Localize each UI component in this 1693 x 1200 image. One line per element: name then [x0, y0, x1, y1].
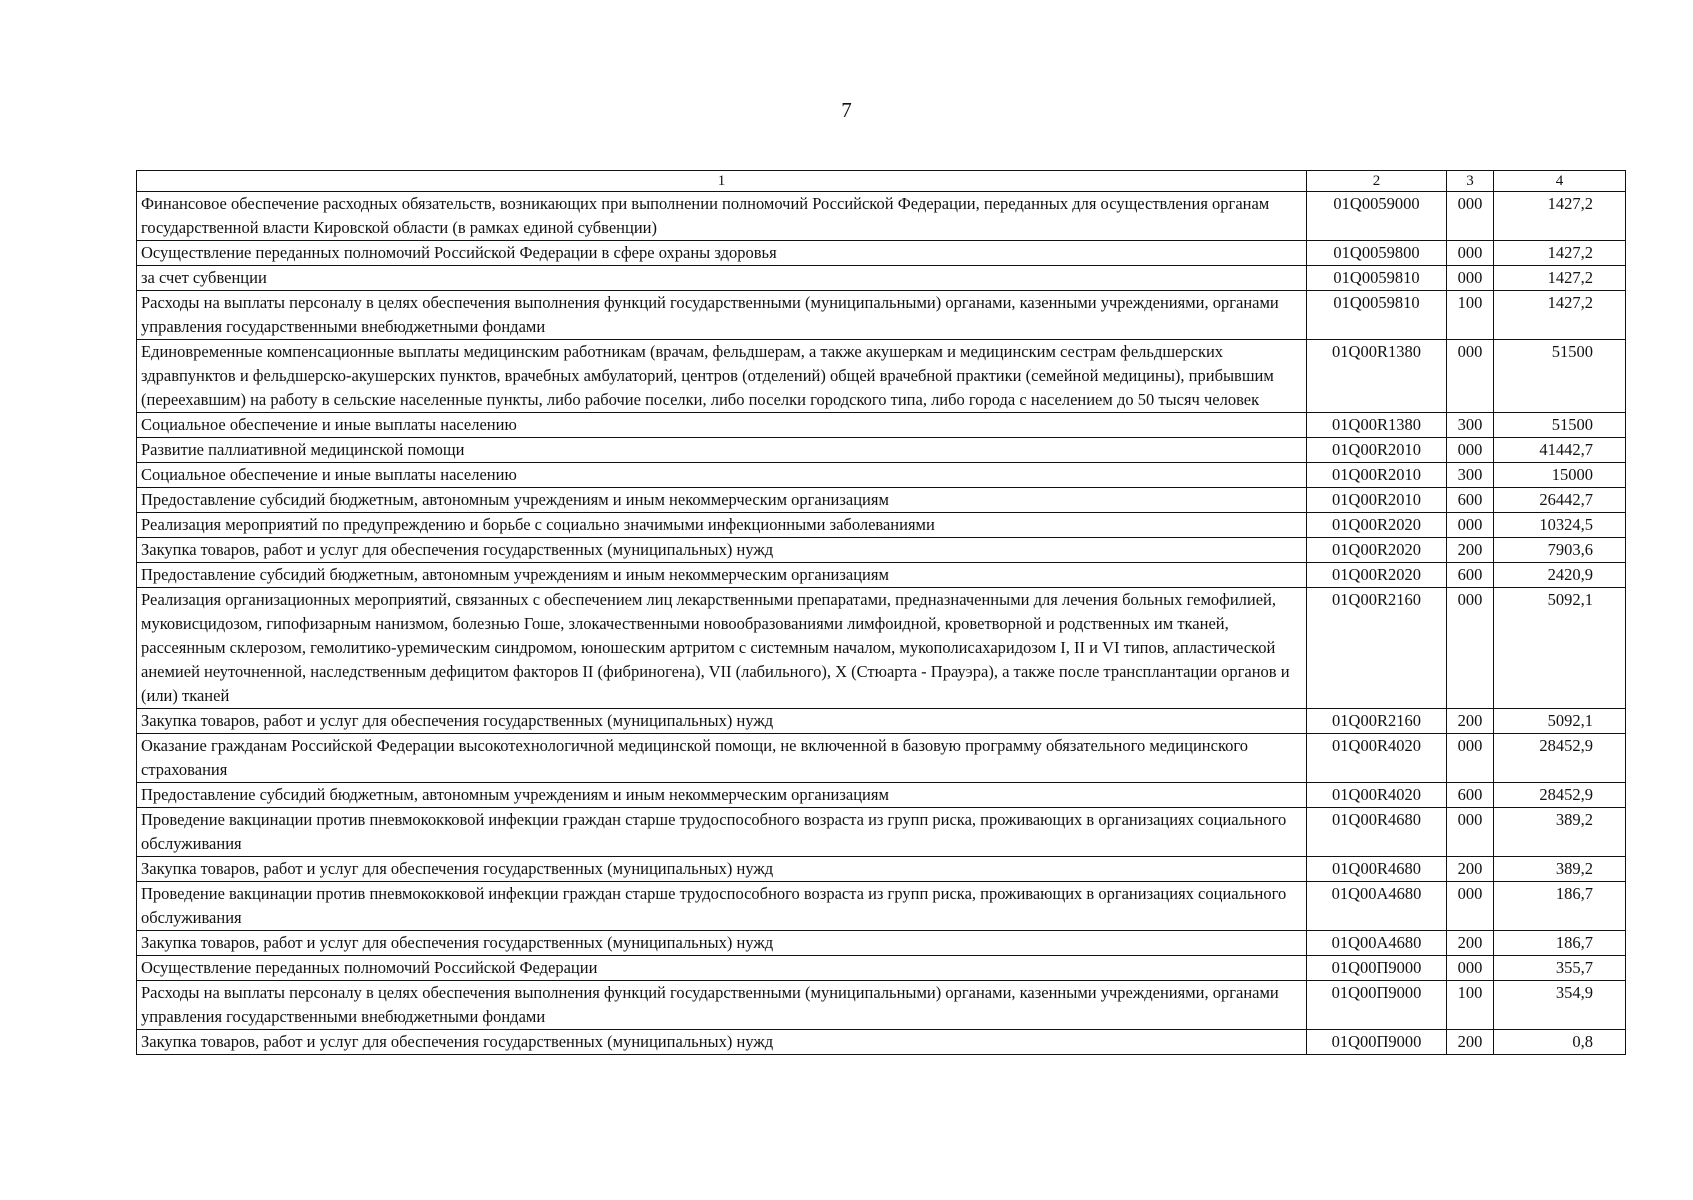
table-row — [137, 241, 1626, 266]
row-name-cell: Расходы на выплаты персоналу в целях обеспечения выполнения функций государственными (муниципальными) органами, казенными учреждениями, органами управления государственными внебюджетными фондами — [137, 291, 1307, 340]
budget-table — [136, 170, 1626, 1055]
table-row — [137, 563, 1626, 588]
table-row — [137, 413, 1626, 438]
row-code-cell: 01Q00R2020 — [1307, 513, 1447, 538]
row-type-cell: 200 — [1447, 857, 1494, 882]
row-type-cell: 100 — [1447, 291, 1494, 340]
row-amount-cell: 5092,1 — [1494, 588, 1626, 709]
row-name-cell: Расходы на выплаты персоналу в целях обеспечения выполнения функций государственными (муниципальными) органами, казенными учреждениями, органами управления государственными внебюджетными фондами — [137, 981, 1307, 1030]
row-amount-cell: 354,9 — [1494, 981, 1626, 1030]
row-type-cell: 000 — [1447, 513, 1494, 538]
row-name-cell: Предоставление субсидий бюджетным, автономным учреждениям и иным некоммерческим организациям — [137, 783, 1307, 808]
table-row — [137, 266, 1626, 291]
row-code-cell: 01Q00R4680 — [1307, 808, 1447, 857]
row-name-cell: Проведение вакцинации против пневмококковой инфекции граждан старше трудоспособного возраста из групп риска, проживающих в организациях социального обслуживания — [137, 808, 1307, 857]
table-row — [137, 1030, 1626, 1055]
row-type-cell: 000 — [1447, 340, 1494, 413]
row-code-cell: 01Q00R1380 — [1307, 340, 1447, 413]
row-amount-cell: 28452,9 — [1494, 783, 1626, 808]
row-type-cell: 000 — [1447, 266, 1494, 291]
row-amount-cell: 51500 — [1494, 340, 1626, 413]
row-amount-cell: 1427,2 — [1494, 192, 1626, 241]
page-number: 7 — [841, 98, 852, 122]
column-header-4: 4 — [1494, 171, 1626, 192]
row-amount-cell: 1427,2 — [1494, 291, 1626, 340]
table-row — [137, 588, 1626, 709]
row-name-cell: Закупка товаров, работ и услуг для обеспечения государственных (муниципальных) нужд — [137, 709, 1307, 734]
table-row — [137, 340, 1626, 413]
column-header-3: 3 — [1447, 171, 1494, 192]
row-amount-cell: 5092,1 — [1494, 709, 1626, 734]
row-type-cell: 000 — [1447, 808, 1494, 857]
table-row — [137, 538, 1626, 563]
row-name-cell: Предоставление субсидий бюджетным, автономным учреждениям и иным некоммерческим организациям — [137, 563, 1307, 588]
row-name-cell: Проведение вакцинации против пневмококковой инфекции граждан старше трудоспособного возраста из групп риска, проживающих в организациях социального обслуживания — [137, 882, 1307, 931]
row-name-cell: Реализация организационных мероприятий, связанных с обеспечением лиц лекарственными препаратами, предназначенными для лечения больных гемофилией, муковисцидозом, гипофизарным нанизмом, болезнью Гоше, злокачественными новообразованиями лимфоидной, кроветворной и родственных им тканей, рассеянным склерозом, гемолитико-уремическим синдромом, юношеским артритом с системным началом, мукополисахаридозом I, II и VI типов, апластической анемией неуточненной, наследственным дефицитом факторов II (фибриногена), VII (лабильного), X (Стюарта - Прауэра), а также после трансплантации органов и (или) тканей — [137, 588, 1307, 709]
table-row — [137, 956, 1626, 981]
row-type-cell: 200 — [1447, 1030, 1494, 1055]
row-type-cell: 300 — [1447, 413, 1494, 438]
row-name-cell: Единовременные компенсационные выплаты медицинским работникам (врачам, фельдшерам, а также акушеркам и медицинским сестрам фельдшерских здравпунктов и фельдшерско-акушерских пунктов, врачебных амбулаторий, центров (отделений) общей врачебной практики (семейной медицины), прибывшим (переехавшим) на работу в сельские населенные пункты, либо рабочие поселки, либо поселки городского типа, либо города с населением до 50 тысяч человек — [137, 340, 1307, 413]
table-row — [137, 438, 1626, 463]
row-type-cell: 000 — [1447, 588, 1494, 709]
row-code-cell: 01Q00R4020 — [1307, 783, 1447, 808]
row-type-cell: 200 — [1447, 709, 1494, 734]
row-code-cell: 01Q00R1380 — [1307, 413, 1447, 438]
row-type-cell: 000 — [1447, 192, 1494, 241]
row-amount-cell: 28452,9 — [1494, 734, 1626, 783]
row-type-cell: 600 — [1447, 783, 1494, 808]
row-type-cell: 000 — [1447, 956, 1494, 981]
row-code-cell: 01Q0059810 — [1307, 266, 1447, 291]
table-row — [137, 192, 1626, 241]
table-row — [137, 783, 1626, 808]
row-code-cell: 01Q0059810 — [1307, 291, 1447, 340]
row-name-cell: Социальное обеспечение и иные выплаты населению — [137, 413, 1307, 438]
row-name-cell: Осуществление переданных полномочий Российской Федерации в сфере охраны здоровья — [137, 241, 1307, 266]
row-amount-cell: 15000 — [1494, 463, 1626, 488]
row-amount-cell: 186,7 — [1494, 882, 1626, 931]
row-code-cell: 01Q00R2020 — [1307, 563, 1447, 588]
row-type-cell: 000 — [1447, 438, 1494, 463]
row-code-cell: 01Q00П9000 — [1307, 956, 1447, 981]
row-code-cell: 01Q00R2010 — [1307, 438, 1447, 463]
row-name-cell: Предоставление субсидий бюджетным, автономным учреждениям и иным некоммерческим организациям — [137, 488, 1307, 513]
table-row — [137, 882, 1626, 931]
row-name-cell: за счет субвенции — [137, 266, 1307, 291]
table-row — [137, 808, 1626, 857]
row-amount-cell: 186,7 — [1494, 931, 1626, 956]
table-row — [137, 981, 1626, 1030]
row-code-cell: 01Q00R4680 — [1307, 857, 1447, 882]
row-code-cell: 01Q00R2160 — [1307, 709, 1447, 734]
row-amount-cell: 10324,5 — [1494, 513, 1626, 538]
row-code-cell: 01Q00П9000 — [1307, 1030, 1447, 1055]
row-code-cell: 01Q0059000 — [1307, 192, 1447, 241]
row-name-cell: Оказание гражданам Российской Федерации высокотехнологичной медицинской помощи, не включенной в базовую программу обязательного медицинского страхования — [137, 734, 1307, 783]
row-name-cell: Финансовое обеспечение расходных обязательств, возникающих при выполнении полномочий Российской Федерации, переданных для осуществления органам государственной власти Кировской области (в рамках единой субвенции) — [137, 192, 1307, 241]
table-row — [137, 734, 1626, 783]
row-amount-cell: 389,2 — [1494, 857, 1626, 882]
row-amount-cell: 26442,7 — [1494, 488, 1626, 513]
table-row — [137, 931, 1626, 956]
row-amount-cell: 2420,9 — [1494, 563, 1626, 588]
row-amount-cell: 7903,6 — [1494, 538, 1626, 563]
row-amount-cell: 389,2 — [1494, 808, 1626, 857]
row-code-cell: 01Q00П9000 — [1307, 981, 1447, 1030]
row-code-cell: 01Q0059800 — [1307, 241, 1447, 266]
row-code-cell: 01Q00A4680 — [1307, 931, 1447, 956]
table-row — [137, 291, 1626, 340]
table-row — [137, 488, 1626, 513]
table-row — [137, 857, 1626, 882]
row-type-cell: 000 — [1447, 882, 1494, 931]
row-type-cell: 000 — [1447, 734, 1494, 783]
row-type-cell: 200 — [1447, 931, 1494, 956]
row-type-cell: 100 — [1447, 981, 1494, 1030]
row-code-cell: 01Q00R2020 — [1307, 538, 1447, 563]
row-type-cell: 300 — [1447, 463, 1494, 488]
table-row — [137, 463, 1626, 488]
row-amount-cell: 355,7 — [1494, 956, 1626, 981]
row-name-cell: Закупка товаров, работ и услуг для обеспечения государственных (муниципальных) нужд — [137, 538, 1307, 563]
row-code-cell: 01Q00R2010 — [1307, 463, 1447, 488]
row-name-cell: Реализация мероприятий по предупреждению и борьбе с социально значимыми инфекционными заболеваниями — [137, 513, 1307, 538]
row-name-cell: Закупка товаров, работ и услуг для обеспечения государственных (муниципальных) нужд — [137, 931, 1307, 956]
table-row — [137, 709, 1626, 734]
column-header-2: 2 — [1307, 171, 1447, 192]
table-header-row — [137, 171, 1626, 192]
row-type-cell: 600 — [1447, 488, 1494, 513]
row-type-cell: 200 — [1447, 538, 1494, 563]
row-amount-cell: 41442,7 — [1494, 438, 1626, 463]
row-amount-cell: 51500 — [1494, 413, 1626, 438]
row-name-cell: Социальное обеспечение и иные выплаты населению — [137, 463, 1307, 488]
row-name-cell: Закупка товаров, работ и услуг для обеспечения государственных (муниципальных) нужд — [137, 857, 1307, 882]
row-type-cell: 600 — [1447, 563, 1494, 588]
row-name-cell: Закупка товаров, работ и услуг для обеспечения государственных (муниципальных) нужд — [137, 1030, 1307, 1055]
row-type-cell: 000 — [1447, 241, 1494, 266]
row-code-cell: 01Q00R4020 — [1307, 734, 1447, 783]
row-code-cell: 01Q00R2160 — [1307, 588, 1447, 709]
row-amount-cell: 1427,2 — [1494, 241, 1626, 266]
row-name-cell: Осуществление переданных полномочий Российской Федерации — [137, 956, 1307, 981]
row-code-cell: 01Q00R2010 — [1307, 488, 1447, 513]
table-row — [137, 513, 1626, 538]
row-code-cell: 01Q00A4680 — [1307, 882, 1447, 931]
row-amount-cell: 1427,2 — [1494, 266, 1626, 291]
column-header-1: 1 — [137, 171, 1307, 192]
row-amount-cell: 0,8 — [1494, 1030, 1626, 1055]
row-name-cell: Развитие паллиативной медицинской помощи — [137, 438, 1307, 463]
